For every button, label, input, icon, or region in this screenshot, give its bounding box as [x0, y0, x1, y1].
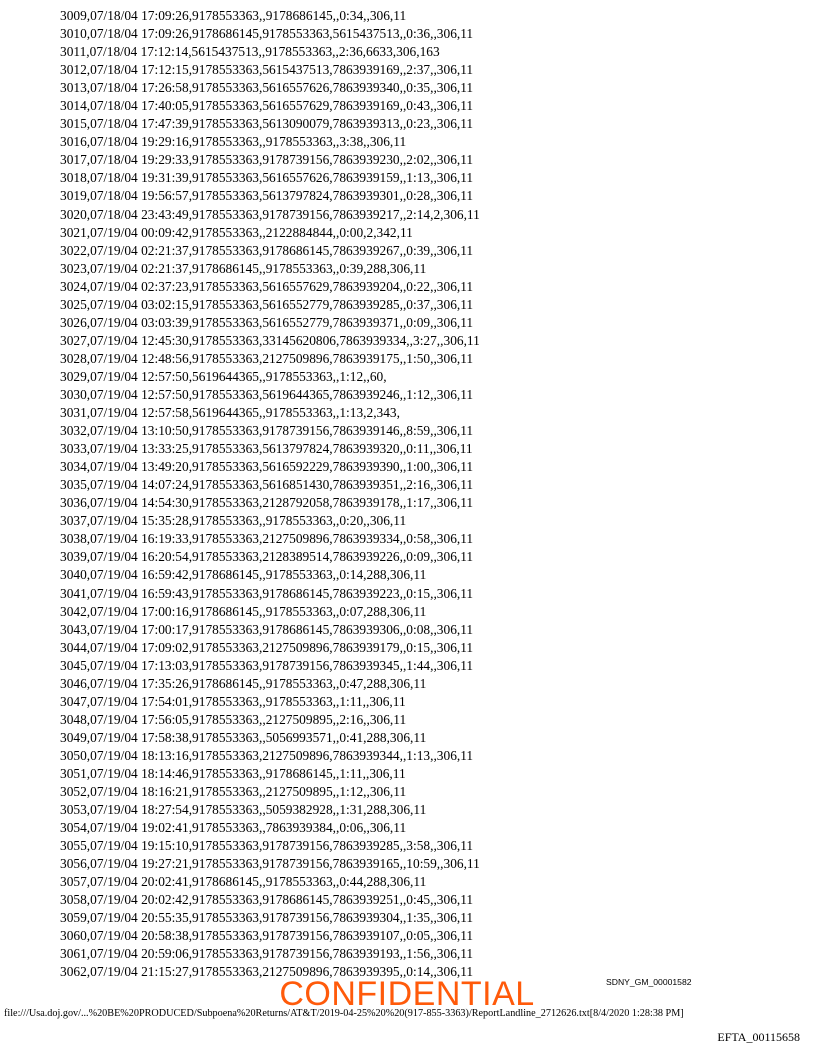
- call-record-row: 3047,07/19/04 17:54:01,9178553363,,9178553363,,1:11,,306,11: [60, 693, 406, 709]
- call-record-row: 3031,07/19/04 12:57:58,5619644365,,9178553363,,1:13,2,343,: [60, 405, 400, 421]
- call-record-row: 3017,07/18/04 19:29:33,9178553363,9178739156,7863939230,,2:02,,306,11: [60, 152, 474, 168]
- call-record-row: 3040,07/19/04 16:59:42,9178686145,,9178553363,,0:14,288,306,11: [60, 567, 427, 583]
- call-record-row: 3022,07/19/04 02:21:37,9178553363,9178686145,7863939267,,0:39,,306,11: [60, 242, 474, 258]
- call-record-row: 3049,07/19/04 17:58:38,9178553363,,5056993571,,0:41,288,306,11: [60, 729, 427, 745]
- call-record-row: 3041,07/19/04 16:59:43,9178553363,9178686145,7863939223,,0:15,,306,11: [60, 585, 474, 601]
- call-record-row: 3057,07/19/04 20:02:41,9178686145,,9178553363,,0:44,288,306,11: [60, 874, 427, 890]
- call-record-row: 3054,07/19/04 19:02:41,9178553363,,7863939384,,0:06,,306,11: [60, 820, 407, 836]
- call-record-row: 3014,07/18/04 17:40:05,9178553363,5616557629,7863939169,,0:43,,306,11: [60, 98, 474, 114]
- bates-number: SDNY_GM_00001582: [606, 977, 692, 987]
- call-record-row: 3019,07/18/04 19:56:57,9178553363,5613797824,7863939301,,0:28,,306,11: [60, 188, 474, 204]
- call-record-row: 3034,07/19/04 13:49:20,9178553363,5616592229,7863939390,,1:00,,306,11: [60, 459, 474, 475]
- call-record-row: 3056,07/19/04 19:27:21,9178553363,9178739156,7863939165,,10:59,,306,11: [60, 856, 480, 872]
- call-record-row: 3038,07/19/04 16:19:33,9178553363,2127509896,7863939334,,0:58,,306,11: [60, 531, 474, 547]
- call-record-row: 3052,07/19/04 18:16:21,9178553363,,2127509895,,1:12,,306,11: [60, 784, 407, 800]
- call-record-row: 3010,07/18/04 17:09:26,9178686145,9178553363,5615437513,,0:36,,306,11: [60, 26, 474, 42]
- confidential-stamp: CONFIDENTIAL: [279, 975, 535, 1013]
- call-record-row: 3013,07/18/04 17:26:58,9178553363,5616557626,7863939340,,0:35,,306,11: [60, 80, 474, 96]
- call-record-row: 3053,07/19/04 18:27:54,9178553363,,5059382928,,1:31,288,306,11: [60, 802, 427, 818]
- call-record-row: 3011,07/18/04 17:12:14,5615437513,,9178553363,,2:36,6633,306,163: [60, 44, 440, 60]
- call-record-row: 3046,07/19/04 17:35:26,9178686145,,9178553363,,0:47,288,306,11: [60, 675, 427, 691]
- call-record-row: 3027,07/19/04 12:45:30,9178553363,33145620806,7863939334,,3:27,,306,11: [60, 332, 480, 348]
- call-record-row: 3030,07/19/04 12:57:50,9178553363,5619644365,7863939246,,1:12,,306,11: [60, 386, 474, 402]
- call-record-row: 3018,07/18/04 19:31:39,9178553363,5616557626,7863939159,,1:13,,306,11: [60, 170, 474, 186]
- call-record-row: 3020,07/18/04 23:43:49,9178553363,9178739156,7863939217,,2:14,2,306,11: [60, 206, 480, 222]
- call-record-row: 3023,07/19/04 02:21:37,9178686145,,9178553363,,0:39,288,306,11: [60, 260, 427, 276]
- call-record-row: 3051,07/19/04 18:14:46,9178553363,,9178686145,,1:11,,306,11: [60, 765, 406, 781]
- file-path-footer: file:///Usa.doj.gov/...%20BE%20PRODUCED/Subpoena%20Returns/AT&T/2019-04-25%20%20(917-855-3363)/ReportLandline_2712626.txt[8/4/2020 1:28:38 PM]: [4, 1008, 684, 1019]
- call-record-row: 3026,07/19/04 03:03:39,9178553363,5616552779,7863939371,,0:09,,306,11: [60, 314, 474, 330]
- call-record-row: 3058,07/19/04 20:02:42,9178553363,9178686145,7863939251,,0:45,,306,11: [60, 892, 474, 908]
- call-record-row: 3050,07/19/04 18:13:16,9178553363,2127509896,7863939344,,1:13,,306,11: [60, 747, 474, 763]
- call-record-list: [60, 7, 480, 982]
- call-record-row: 3060,07/19/04 20:58:38,9178553363,9178739156,7863939107,,0:05,,306,11: [60, 928, 474, 944]
- call-record-row: 3024,07/19/04 02:37:23,9178553363,5616557629,7863939204,,0:22,,306,11: [60, 278, 474, 294]
- call-record-row: 3033,07/19/04 13:33:25,9178553363,5613797824,7863939320,,0:11,,306,11: [60, 441, 473, 457]
- call-record-row: 3044,07/19/04 17:09:02,9178553363,2127509896,7863939179,,0:15,,306,11: [60, 639, 474, 655]
- call-record-row: 3061,07/19/04 20:59:06,9178553363,9178739156,7863939193,,1:56,,306,11: [60, 946, 474, 962]
- call-record-row: 3021,07/19/04 00:09:42,9178553363,,2122884844,,0:00,2,342,11: [60, 224, 413, 240]
- call-record-row: 3055,07/19/04 19:15:10,9178553363,9178739156,7863939285,,3:58,,306,11: [60, 838, 474, 854]
- call-record-row: 3035,07/19/04 14:07:24,9178553363,5616851430,7863939351,,2:16,,306,11: [60, 477, 474, 493]
- call-record-row: 3045,07/19/04 17:13:03,9178553363,9178739156,7863939345,,1:44,,306,11: [60, 657, 474, 673]
- call-record-row: 3028,07/19/04 12:48:56,9178553363,2127509896,7863939175,,1:50,,306,11: [60, 350, 474, 366]
- call-record-row: 3037,07/19/04 15:35:28,9178553363,,9178553363,,0:20,,306,11: [60, 513, 407, 529]
- call-record-row: 3039,07/19/04 16:20:54,9178553363,2128389514,7863939226,,0:09,,306,11: [60, 549, 474, 565]
- call-record-row: 3036,07/19/04 14:54:30,9178553363,2128792058,7863939178,,1:17,,306,11: [60, 495, 474, 511]
- call-record-row: 3015,07/18/04 17:47:39,9178553363,5613090079,7863939313,,0:23,,306,11: [60, 116, 474, 132]
- call-record-row: 3009,07/18/04 17:09:26,9178553363,,9178686145,,0:34,,306,11: [60, 8, 407, 23]
- call-record-row: 3059,07/19/04 20:55:35,9178553363,9178739156,7863939304,,1:35,,306,11: [60, 910, 474, 926]
- call-record-row: 3016,07/18/04 19:29:16,9178553363,,9178553363,,3:38,,306,11: [60, 134, 407, 150]
- call-record-row: 3048,07/19/04 17:56:05,9178553363,,2127509895,,2:16,,306,11: [60, 711, 407, 727]
- call-record-row: 3062,07/19/04 21:15:27,9178553363,2127509896,7863939395,,0:14,,306,11: [60, 964, 474, 980]
- call-record-row: 3012,07/18/04 17:12:15,9178553363,5615437513,7863939169,,2:37,,306,11: [60, 62, 474, 78]
- efta-id: EFTA_00115658: [717, 1030, 800, 1044]
- call-record-row: 3032,07/19/04 13:10:50,9178553363,9178739156,7863939146,,8:59,,306,11: [60, 423, 474, 439]
- call-record-row: 3043,07/19/04 17:00:17,9178553363,9178686145,7863939306,,0:08,,306,11: [60, 621, 474, 637]
- call-record-row: 3025,07/19/04 03:02:15,9178553363,5616552779,7863939285,,0:37,,306,11: [60, 296, 474, 312]
- call-record-row: 3029,07/19/04 12:57:50,5619644365,,9178553363,,1:12,,60,: [60, 368, 387, 384]
- call-record-row: 3042,07/19/04 17:00:16,9178686145,,9178553363,,0:07,288,306,11: [60, 603, 427, 619]
